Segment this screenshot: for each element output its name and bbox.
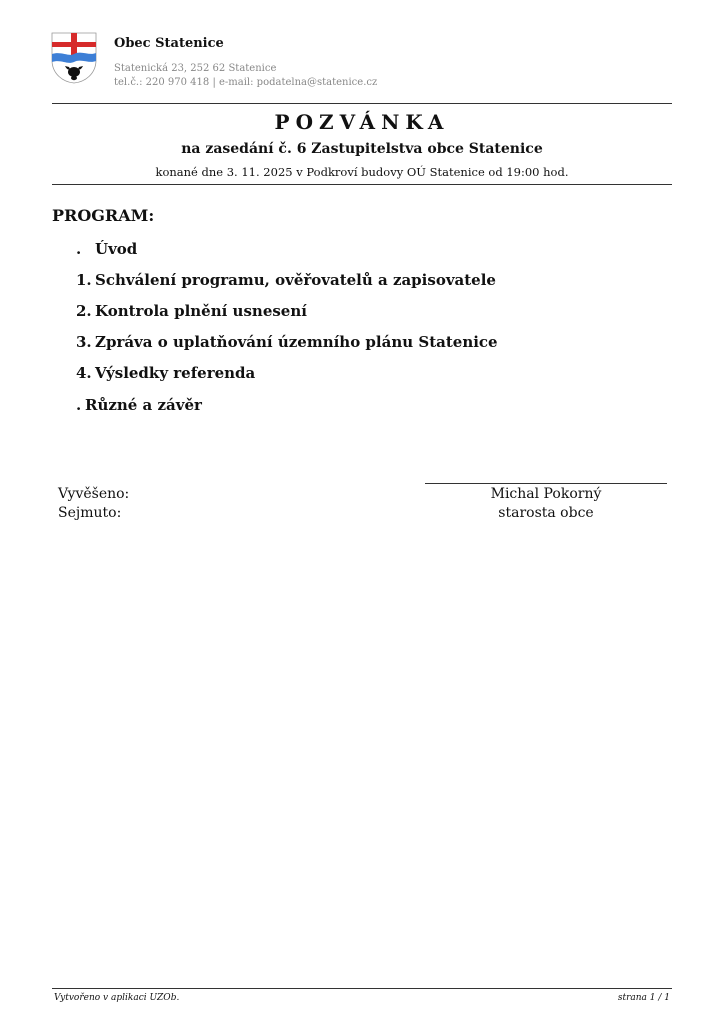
posted-label: Vyvěšeno: <box>58 486 130 502</box>
program-item-number: . <box>76 396 82 414</box>
program-item-number: . <box>76 240 82 258</box>
program-item-number: 1. <box>76 271 92 289</box>
program-item-number: 3. <box>76 333 92 351</box>
program-item-text: Zpráva o uplatňování územního plánu Statenice <box>95 333 498 351</box>
program-item-text: Kontrola plnění usnesení <box>95 302 307 320</box>
program-item <box>76 396 202 414</box>
program-item-number: 4. <box>76 364 92 382</box>
program-item-text: Schválení programu, ověřovatelů a zapisovatele <box>95 271 496 289</box>
program-item <box>76 302 307 320</box>
document-subtitle: na zasedání č. 6 Zastupitelstva obce Statenice <box>181 141 543 157</box>
org-address: Statenická 23, 252 62 Statenice <box>114 63 277 74</box>
title-divider <box>52 184 672 185</box>
meeting-details: konané dne 3. 11. 2025 v Podkroví budovy OÚ Statenice od 19:00 hod. <box>155 165 569 179</box>
program-item <box>76 364 255 382</box>
program-item-text: Úvod <box>95 240 138 258</box>
program-item-number: 2. <box>76 302 92 320</box>
program-item-text: Výsledky referenda <box>95 364 256 382</box>
coat-of-arms-icon <box>51 32 97 84</box>
header-divider <box>52 103 672 104</box>
removed-label: Sejmuto: <box>58 505 122 521</box>
signature-line <box>425 483 667 484</box>
org-contact: tel.č.: 220 970 418 | e-mail: podatelna@statenice.cz <box>114 77 378 88</box>
footer-credit: Vytvořeno v aplikaci UZOb. <box>54 993 180 1003</box>
program-item-text: Různé a závěr <box>85 396 202 414</box>
program-item <box>76 333 498 351</box>
document-title: POZVÁNKA <box>274 110 450 134</box>
signatory-role: starosta obce <box>498 505 594 521</box>
org-name: Obec Statenice <box>114 36 224 51</box>
footer-divider <box>52 988 672 989</box>
program-heading: PROGRAM: <box>52 206 155 225</box>
program-item <box>76 271 496 289</box>
program-item <box>76 240 137 258</box>
signatory-name: Michal Pokorný <box>490 486 602 502</box>
page-number: strana 1 / 1 <box>617 993 670 1003</box>
